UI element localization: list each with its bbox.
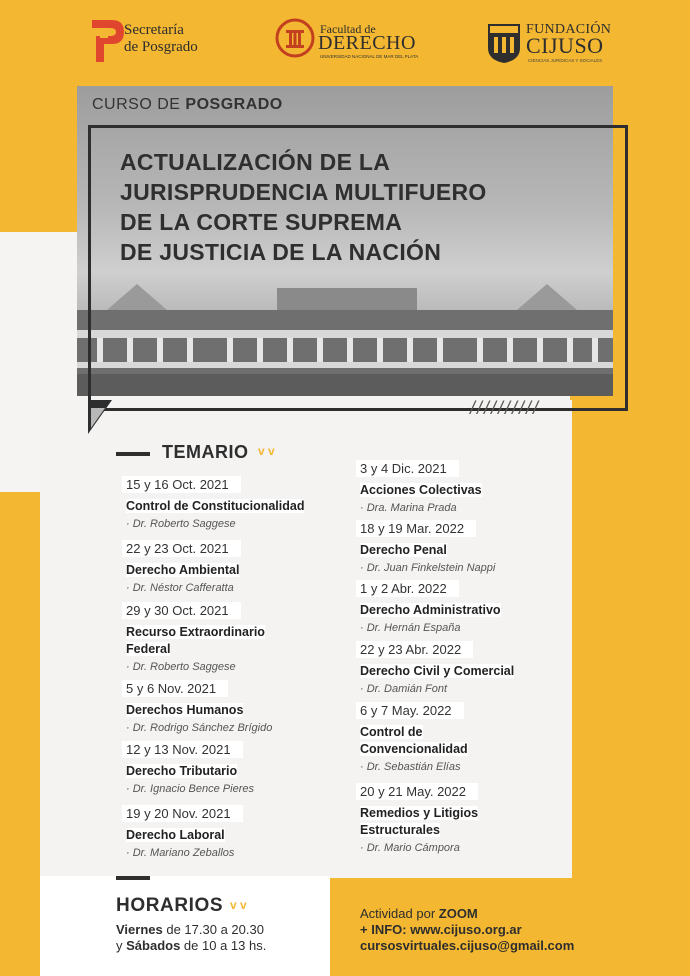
item-professor: · Dr. Roberto Saggese [126,661,236,673]
item-professor: · Dr. Mario Cámpora [360,842,460,854]
list-item [360,520,550,574]
temario-title: TEMARIO [162,442,249,462]
item-topic: Derecho Tributario [126,764,238,778]
item-topic: Derechos Humanos [126,703,244,717]
item-professor: · Dr. Rodrigo Sánchez Brígido [126,722,273,734]
email-link[interactable]: cursosvirtuales.cijuso@gmail.com [360,938,575,953]
item-topic: Control de Convencionalidad [360,725,468,756]
item-date: 5 y 6 Nov. 2021 [122,680,228,697]
item-professor: · Dra. Marina Prada [360,502,457,514]
item-professor: · Dr. Hernán España [360,622,461,634]
list-item [126,805,346,859]
fundacion-logo-subtitle: CIENCIAS JURÍDICAS Y SOCIALES [528,58,603,63]
item-topic: Derecho Penal [360,543,447,557]
item-date: 22 y 23 Oct. 2021 [122,540,241,557]
activity-platform: Actividad por ZOOM [360,906,478,921]
item-date: 29 y 30 Oct. 2021 [122,602,241,619]
schedule-line: Viernes de 17.30 a 20.30 [116,922,264,937]
accent-block [572,530,690,976]
facultad-logo-name: DERECHO [318,32,416,54]
item-professor: · Dr. Néstor Cafferatta [126,582,234,594]
cijuso-shield-icon [486,22,522,64]
item-date: 22 y 23 Abr. 2022 [356,641,473,658]
item-topic: Recurso Extraordinario Federal [126,625,265,656]
item-professor: · Dr. Sebastián Elías [360,761,461,773]
item-date: 3 y 4 Dic. 2021 [356,460,459,477]
facultad-logo-icon [275,18,315,58]
chevron-down-icon: v v [230,898,247,912]
item-date: 19 y 20 Nov. 2021 [122,805,243,822]
temario-bar [116,452,150,456]
list-item [126,540,346,594]
item-professor: · Dr. Damián Font [360,683,448,695]
item-date: 12 y 13 Nov. 2021 [122,741,243,758]
list-item [360,783,500,854]
item-date: 20 y 21 May. 2022 [356,783,478,800]
list-item [360,580,550,634]
horarios-title: HORARIOS [116,895,224,916]
list-item [360,702,490,773]
list-item [126,680,346,734]
fundacion-logo-name: CIJUSO [526,33,604,58]
chevron-down-icon: v v [258,444,275,458]
list-item [360,641,560,695]
item-topic: Acciones Colectivas [360,483,482,497]
item-topic: Remedios y Litigios Estructurales [360,806,479,837]
list-item [126,602,296,673]
item-professor: · Dr. Juan Finkelstein Nappi [360,562,496,574]
course-label: CURSO DE POSGRADO [92,96,283,113]
fundacion-logo-text: FUNDACIÓN [526,22,612,37]
facultad-logo-text: Facultad de [320,22,376,36]
list-item [360,460,550,514]
list-item [126,741,346,795]
item-topic: Derecho Ambiental [126,563,240,577]
facultad-logo-subtitle: UNIVERSIDAD NACIONAL DE MAR DEL PLATA [320,54,419,59]
schedule-line: y Sábados de 10 a 13 hs. [116,938,267,953]
item-professor: · Dr. Ignacio Bence Pieres [126,783,254,795]
item-topic: Derecho Administrativo [360,603,501,617]
decorative-slashes: ////////// [470,398,541,418]
horarios-bar [116,876,150,880]
item-topic: Control de Constitucionalidad [126,499,305,513]
secretaria-logo-text: Secretaría de Posgrado [124,22,198,55]
item-date: 18 y 19 Mar. 2022 [356,520,476,537]
item-topic: Derecho Civil y Comercial [360,664,515,678]
course-title: ACTUALIZACIÓN DE LA JURISPRUDENCIA MULTIFUERO DE LA CORTE SUPREMA DE JUSTICIA DE LA NACIÓN [120,149,487,265]
info-link[interactable]: + INFO: www.cijuso.org.ar [360,922,522,937]
item-date: 15 y 16 Oct. 2021 [122,476,241,493]
item-date: 1 y 2 Abr. 2022 [356,580,459,597]
item-topic: Derecho Laboral [126,828,225,842]
list-item [126,476,346,530]
item-professor: · Dr. Roberto Saggese [126,518,236,530]
speech-tail-inner [91,408,105,428]
item-professor: · Dr. Mariano Zeballos [126,847,235,859]
item-date: 6 y 7 May. 2022 [356,702,464,719]
